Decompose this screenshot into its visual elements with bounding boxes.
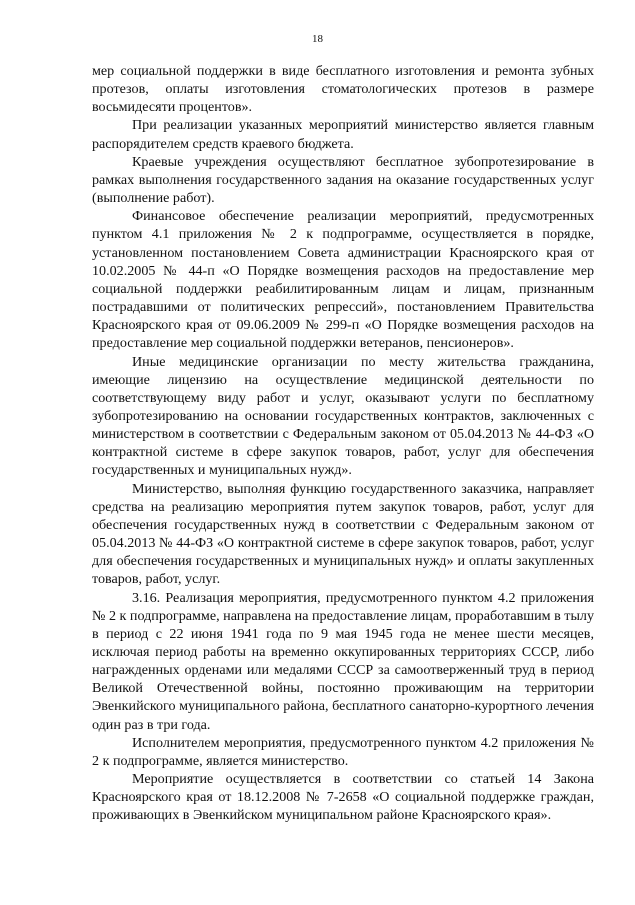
paragraph-executor: Исполнителем мероприятия, предусмотренного пунктом 4.2 приложения № 2 к подпрограмме, является министерство. xyxy=(92,734,594,769)
paragraph-continuation: мер социальной поддержки в виде бесплатного изготовления и ремонта зубных протезов, оплаты изготовления стоматологических протезов в размере восьмидесяти процентов». xyxy=(92,63,594,116)
paragraph-ministry-customer: Министерство, выполняя функцию государственного заказчика, направляет средства на реализацию мероприятия путем закупок товаров, работ, услуг для обеспечения государственных нужд в соответствии с Федеральным законом от 05.04.2013 № 44-ФЗ «О контрактной системе в сфере закупок товаров, работ, услуг для обеспечения государственных и муниципальных нужд» и оплаты закупленных товаров, работ, услуг. xyxy=(92,480,594,588)
paragraph-financial-support: Финансовое обеспечение реализации мероприятий, предусмотренных пунктом 4.1 приложения № 2 к подпрограмме, осуществляется в порядке, установленном постановлением Совета администрации Красноярского края от 10.02.2005 № 44-п «О Порядке возмещения расходов на предоставление мер социальной поддержки реабилитированным лицам и лицам, признанным пострадавшими от политических репрессий», постановлением Правительства Красноярского края от 09.06.2009 № 299-п «О Порядке возмещения расходов на предоставление мер социальной поддержки ветеранов, пенсионеров». xyxy=(92,208,594,352)
paragraph-regional-institutions: Краевые учреждения осуществляют бесплатное зубопротезирование в рамках выполнения государственного задания на оказание государственных услуг (выполнение работ). xyxy=(92,153,594,207)
paragraph-other-medical-organizations: Иные медицинские организации по месту жительства гражданина, имеющие лицензию на осуществление медицинской деятельности по соответствующему виду работ и услуг, оказывают услуги по бесплатному зубопротезированию на основании государственных контрактов, заключенных с министерством в соответствии с Федеральным законом от 05.04.2013 № 44-ФЗ «О контрактной системе в сфере закупок товаров, работ, услуг для обеспечения государственных и муниципальных нужд». xyxy=(92,353,594,479)
paragraph-chief-administrator: При реализации указанных мероприятий министерство является главным распорядителем средств краевого бюджета. xyxy=(92,117,594,152)
paragraph-legal-basis: Мероприятие осуществляется в соответствии со статьей 14 Закона Красноярского края от 18.12.2008 № 7-2658 «О социальной поддержке граждан, проживающих в Эвенкийском муниципальном районе Красноярского края». xyxy=(92,771,594,824)
paragraph-section-3-16: 3.16. Реализация мероприятия, предусмотренного пунктом 4.2 приложения № 2 к подпрограмме, направлена на предоставление лицам, проработавшим в тылу в период с 22 июня 1941 года по 9 мая 1945 года не менее шести месяцев, исключая период работы на временно оккупированных территориях СССР, либо награжденных орденами или медалями СССР за самоотверженный труд в период Великой Отечественной войны, постоянно проживающим на территории Эвенкийского муниципального района, бесплатного санаторно-курортного лечения один раз в три года. xyxy=(92,589,594,733)
page-number: 18 xyxy=(312,33,323,45)
document-body xyxy=(92,62,594,825)
